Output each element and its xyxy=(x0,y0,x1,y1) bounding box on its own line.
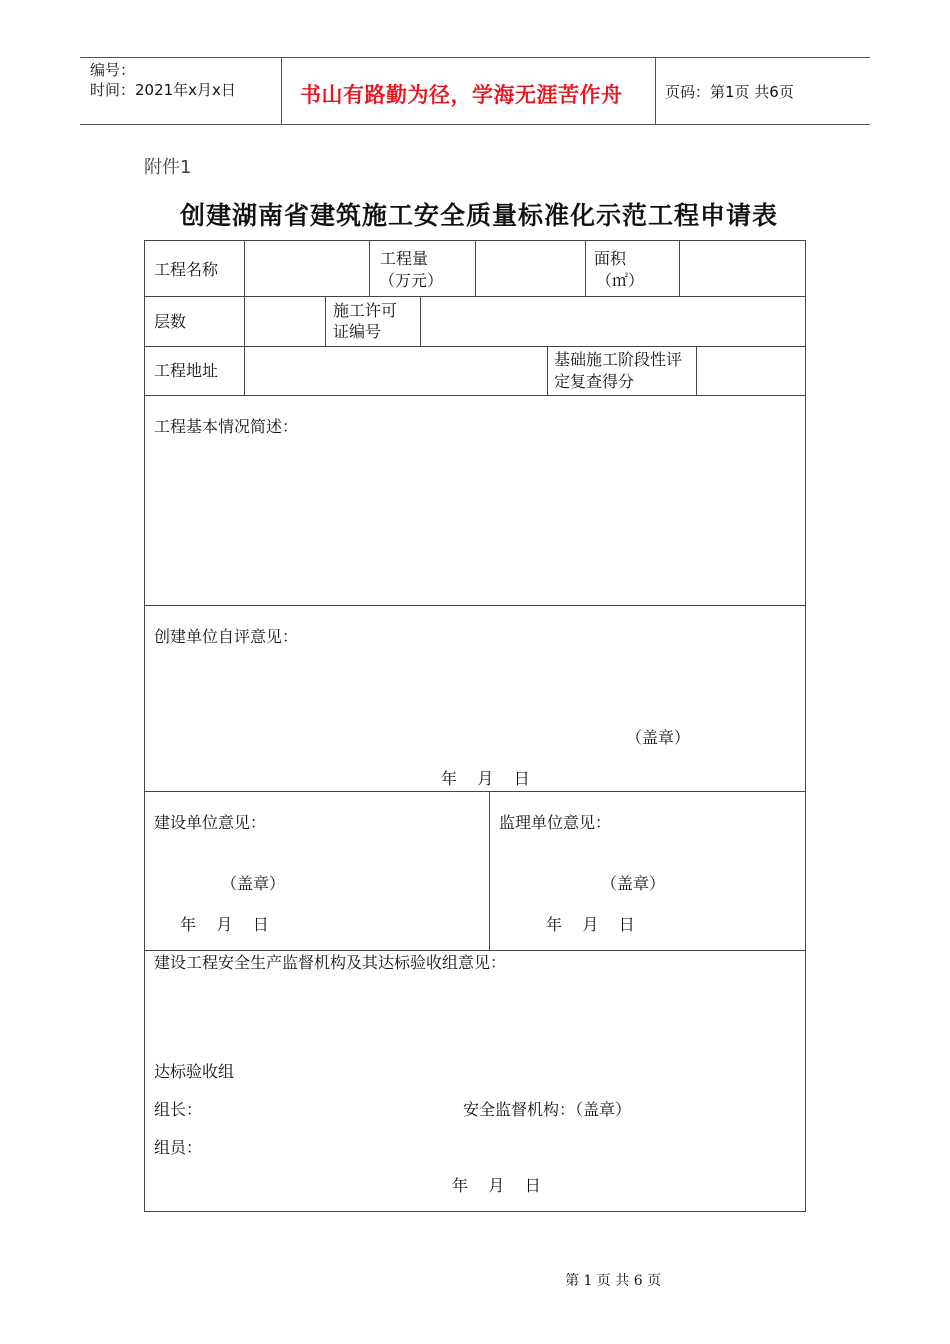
col-divider xyxy=(679,241,680,296)
row-divider xyxy=(145,395,805,396)
header-bottom-rule xyxy=(80,124,870,125)
leader-label: 组长： xyxy=(154,1100,203,1119)
attachment-label: 附件1 xyxy=(144,157,192,178)
col-divider xyxy=(475,241,476,296)
header-divider-left xyxy=(281,57,282,124)
header-top-rule xyxy=(80,57,870,58)
header-divider-right xyxy=(655,57,656,124)
application-form xyxy=(144,240,806,1212)
address-label: 工程地址 xyxy=(154,361,219,380)
acceptance-group-label: 达标验收组 xyxy=(154,1062,235,1081)
doc-number-label: 编号： xyxy=(90,61,136,79)
row-divider xyxy=(145,950,805,951)
header-motto: 书山有路勤为径，学海无涯苦作舟 xyxy=(300,82,623,107)
col-divider xyxy=(696,346,697,395)
date-supervision: 年 月 日 xyxy=(546,915,635,934)
construction-unit-label: 建设单位意见： xyxy=(154,813,267,832)
date-construction: 年 月 日 xyxy=(180,915,269,934)
area-unit: （㎡） xyxy=(596,271,645,290)
supervision-unit-label: 监理单位意见： xyxy=(499,813,612,832)
safety-agency-label: 安全监督机构：（盖章） xyxy=(463,1100,632,1119)
page-title: 创建湖南省建筑施工安全质量标准化示范工程申请表 xyxy=(180,201,779,230)
seal-supervision: （盖章） xyxy=(601,874,666,893)
foundation-score-label-line2: 定复查得分 xyxy=(554,372,635,391)
seal-construction: （盖章） xyxy=(221,874,286,893)
row-divider xyxy=(145,605,805,606)
seal-self-eval: （盖章） xyxy=(626,728,691,747)
member-label: 组员： xyxy=(154,1138,203,1157)
col-divider xyxy=(547,346,548,395)
foundation-score-label: 基础施工阶段性评 xyxy=(554,350,683,369)
col-divider xyxy=(244,296,245,346)
page-info: 页码：第1页 共6页 xyxy=(665,83,794,101)
page-footer: 第 1 页 共 6 页 xyxy=(565,1273,662,1289)
col-divider xyxy=(420,296,421,346)
area-label: 面积 xyxy=(594,249,627,268)
agency-opinion-label: 建设工程安全生产监督机构及其达标验收组意见： xyxy=(154,953,507,972)
row-divider xyxy=(145,791,805,792)
time-label: 时间：2021年x月x日 xyxy=(90,81,236,99)
basic-info-label: 工程基本情况简述： xyxy=(154,417,299,436)
col-divider xyxy=(489,791,490,950)
col-divider xyxy=(244,346,245,395)
col-divider xyxy=(244,241,245,296)
col-divider xyxy=(325,296,326,346)
date-self-eval: 年 月 日 xyxy=(441,769,530,788)
permit-label-line2: 证编号 xyxy=(333,322,382,341)
floors-label: 层数 xyxy=(154,312,187,331)
project-name-label: 工程名称 xyxy=(154,260,219,279)
date-agency: 年 月 日 xyxy=(452,1176,541,1195)
self-eval-label: 创建单位自评意见： xyxy=(154,627,299,646)
project-volume-unit: （万元） xyxy=(379,271,444,290)
project-volume-label: 工程量 xyxy=(380,249,429,268)
permit-label: 施工许可 xyxy=(333,301,398,320)
col-divider xyxy=(369,241,370,296)
col-divider xyxy=(585,241,586,296)
